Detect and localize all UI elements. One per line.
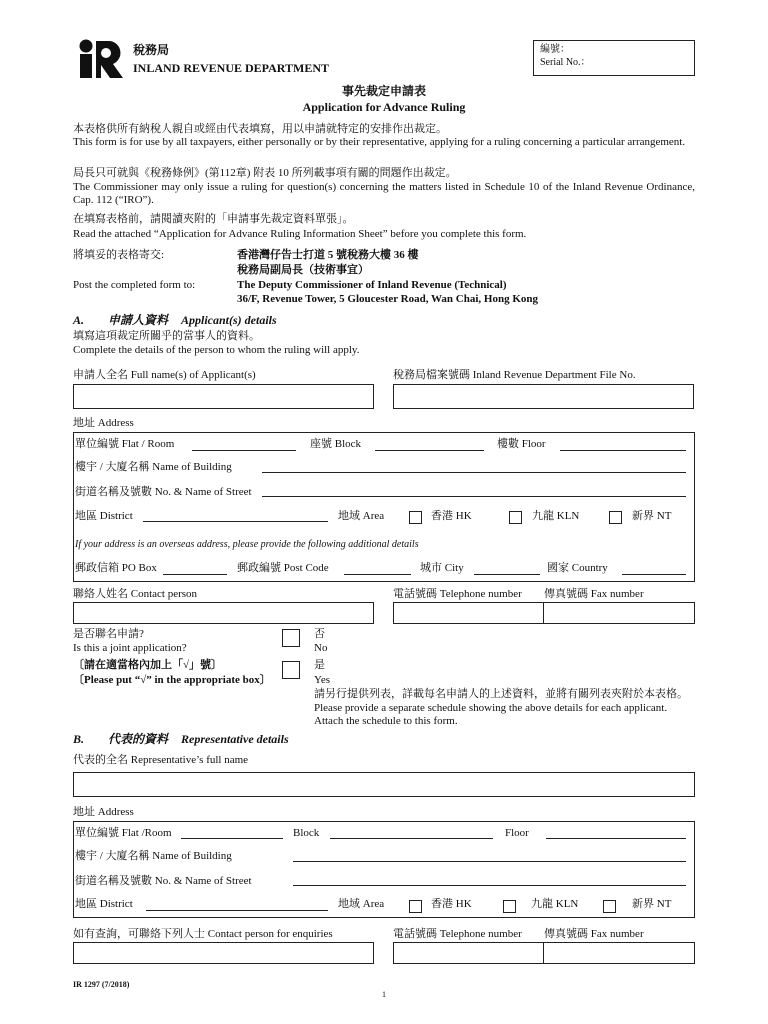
joint-question-zh: 是否聯名申請? xyxy=(73,628,144,640)
applicant-district-label: 地區 District xyxy=(75,510,133,522)
joint-question-en: Is this a joint application? xyxy=(73,642,187,654)
intro-p1-en: This form is for use by all taxpayers, either personally or by their representative, applying for a ruling concerning a particular arrangement. xyxy=(73,136,686,148)
rep-floor-input[interactable] xyxy=(546,838,686,839)
applicant-area-label: 地域 Area xyxy=(338,510,385,522)
dept-name-en: INLAND REVENUE DEPARTMENT xyxy=(133,61,330,75)
rep-fax-label: 傳真號碼 Fax number xyxy=(544,928,644,940)
rep-street-input[interactable] xyxy=(293,885,686,886)
tick-instruction-zh: 〔請在適當格內加上「√」號〕 xyxy=(73,659,223,671)
applicant-block-input[interactable] xyxy=(375,450,484,451)
title-zh: 事先裁定申請表 xyxy=(341,84,426,98)
rep-area-hk-label: 香港 HK xyxy=(431,898,472,910)
rep-area-nt-checkbox[interactable] xyxy=(603,900,616,913)
applicant-fax-label: 傳真號碼 Fax number xyxy=(544,588,644,600)
applicant-area-kln-label: 九龍 KLN xyxy=(532,510,580,522)
applicant-building-input[interactable] xyxy=(262,472,686,473)
country-input[interactable] xyxy=(622,574,686,575)
joint-no-checkbox[interactable] xyxy=(282,629,300,647)
applicant-fullname-label: 申請人全名 Full name(s) of Applicant(s) xyxy=(73,369,256,381)
applicant-fax-input[interactable] xyxy=(543,602,695,624)
pobox-label: 郵政信箱 PO Box xyxy=(75,562,157,574)
city-input[interactable] xyxy=(474,574,540,575)
tick-instruction-en: 〔Please put “√” in the appropriate box〕 xyxy=(73,674,271,686)
intro-p2-en: The Commissioner may only issue a ruling for question(s) concerning the matters listed in Schedule 10 of the Inland Revenue Ordinance, Cap. 112 (“IRO”). xyxy=(73,181,695,207)
joint-yes-zh: 是 xyxy=(314,659,325,671)
section-a-title-en: Applicant(s) details xyxy=(181,313,277,327)
rep-area-kln-label: 九龍 KLN xyxy=(531,898,579,910)
rep-block-input[interactable] xyxy=(330,838,493,839)
joint-yes-en: Yes xyxy=(314,674,331,686)
ird-logo-icon xyxy=(76,39,126,79)
applicant-contact-label: 聯絡人姓名 Contact person xyxy=(73,588,198,600)
post-to-label-zh: 將填妥的表格寄交: xyxy=(73,249,165,261)
applicant-area-nt-label: 新界 NT xyxy=(632,510,672,522)
file-number-label: 稅務局檔案號碼 Inland Revenue Department File No. xyxy=(393,369,636,381)
section-b-title-zh: 代表的資料 xyxy=(108,732,169,746)
rep-fullname-label: 代表的全名 Representative’s full name xyxy=(73,754,249,766)
schedule-note-en-2: Attach the schedule to this form. xyxy=(314,715,458,727)
applicant-address-box xyxy=(73,432,695,582)
dept-name-zh: 稅務局 xyxy=(133,43,170,57)
applicant-flat-input[interactable] xyxy=(192,450,296,451)
form-code: IR 1297 (7/2018) xyxy=(73,980,130,989)
pobox-input[interactable] xyxy=(163,574,227,575)
applicant-area-nt-checkbox[interactable] xyxy=(609,511,622,524)
applicant-street-label: 街道名稱及號數 No. & Name of Street xyxy=(75,486,252,498)
section-a-desc-en: Complete the details of the person to whom the ruling will apply. xyxy=(73,344,360,356)
applicant-street-input[interactable] xyxy=(262,496,686,497)
rep-block-label: Block xyxy=(293,827,320,839)
applicant-building-label: 樓宇 / 大廈名稱 Name of Building xyxy=(75,461,232,473)
post-address-en-2: 36/F, Revenue Tower, 5 Gloucester Road, Wan Chai, Hong Kong xyxy=(237,293,539,305)
rep-fullname-input[interactable] xyxy=(73,772,695,797)
rep-area-label: 地域 Area xyxy=(338,898,385,910)
rep-building-label: 樓宇 / 大廈名稱 Name of Building xyxy=(75,850,232,862)
intro-p2-zh: 局長只可就與《稅務條例》(第112章) 附表 10 所列載事項有關的問題作出裁定。 xyxy=(73,167,457,179)
schedule-note-zh: 請另行提供列表，詳載每名申請人的上述資料，並將有關列表夾附於本表格。 xyxy=(314,688,688,700)
rep-flat-input[interactable] xyxy=(181,838,283,839)
postcode-label: 郵政編號 Post Code xyxy=(237,562,329,574)
rep-enquiry-label: 如有查詢，可聯絡下列人士 Contact person for enquiries xyxy=(73,928,333,940)
rep-area-hk-checkbox[interactable] xyxy=(409,900,422,913)
rep-floor-label: Floor xyxy=(505,827,529,839)
section-a-desc-zh: 填寫這項裁定所關乎的當事人的資料。 xyxy=(73,330,260,342)
file-number-input[interactable] xyxy=(393,384,694,409)
intro-p1-zh: 本表格供所有納稅人親自或經由代表填寫，用以申請就特定的安排作出裁定。 xyxy=(73,123,447,135)
applicant-contact-input[interactable] xyxy=(73,602,374,624)
applicant-floor-input[interactable] xyxy=(560,450,686,451)
section-b-title-en: Representative details xyxy=(181,732,289,746)
rep-fax-input[interactable] xyxy=(543,942,695,964)
intro-p3-zh: 在填寫表格前，請閱讀夾附的「申請事先裁定資料單張」。 xyxy=(73,213,354,225)
serial-label-en: Serial No.： xyxy=(540,57,591,68)
rep-area-nt-label: 新界 NT xyxy=(632,898,672,910)
applicant-fullname-input[interactable] xyxy=(73,384,374,409)
applicant-address-label: 地址 Address xyxy=(73,417,134,429)
post-to-label-en: Post the completed form to: xyxy=(73,279,196,291)
title-en: Application for Advance Ruling xyxy=(302,100,466,114)
section-b-letter: B. xyxy=(73,732,85,746)
section-a-letter: A. xyxy=(73,313,85,327)
country-label: 國家 Country xyxy=(547,562,608,574)
applicant-floor-label: 樓數 Floor xyxy=(497,438,546,450)
rep-street-label: 街道名稱及號數 No. & Name of Street xyxy=(75,875,252,887)
serial-number-box[interactable] xyxy=(533,40,695,76)
schedule-note-en-1: Please provide a separate schedule showing the above details for each applicant. xyxy=(314,702,668,714)
overseas-note: If your address is an overseas address, please provide the following additional details xyxy=(75,539,419,550)
post-address-zh-1: 香港灣仔告士打道 5 號稅務大樓 36 樓 xyxy=(237,249,419,261)
rep-flat-label: 單位編號 Flat /Room xyxy=(75,827,172,839)
joint-yes-checkbox[interactable] xyxy=(282,661,300,679)
section-a-title-zh: 申請人資料 xyxy=(108,313,169,327)
applicant-area-kln-checkbox[interactable] xyxy=(509,511,522,524)
applicant-district-input[interactable] xyxy=(143,521,328,522)
rep-building-input[interactable] xyxy=(293,861,686,862)
rep-enquiry-input[interactable] xyxy=(73,942,374,964)
city-label: 城市 City xyxy=(420,562,464,574)
applicant-area-hk-label: 香港 HK xyxy=(431,510,472,522)
rep-area-kln-checkbox[interactable] xyxy=(503,900,516,913)
rep-tel-label: 電話號碼 Telephone number xyxy=(393,928,522,940)
joint-no-zh: 否 xyxy=(314,628,325,640)
applicant-flat-label: 單位編號 Flat / Room xyxy=(75,438,175,450)
postcode-input[interactable] xyxy=(344,574,411,575)
applicant-tel-input[interactable] xyxy=(393,602,544,624)
applicant-block-label: 座號 Block xyxy=(310,438,362,450)
intro-p3-en: Read the attached “Application for Advance Ruling Information Sheet” before you complete this form. xyxy=(73,228,527,240)
applicant-area-hk-checkbox[interactable] xyxy=(409,511,422,524)
rep-district-label: 地區 District xyxy=(75,898,133,910)
joint-no-en: No xyxy=(314,642,328,654)
applicant-tel-label: 電話號碼 Telephone number xyxy=(393,588,522,600)
serial-label-zh: 編號： xyxy=(540,44,570,55)
rep-district-input[interactable] xyxy=(146,910,328,911)
rep-tel-input[interactable] xyxy=(393,942,544,964)
page-number: 1 xyxy=(382,990,386,999)
rep-address-label: 地址 Address xyxy=(73,806,134,818)
post-address-en-1: The Deputy Commissioner of Inland Revenue (Technical) xyxy=(237,279,507,291)
post-address-zh-2: 稅務局副局長（技術事宜） xyxy=(237,264,369,276)
